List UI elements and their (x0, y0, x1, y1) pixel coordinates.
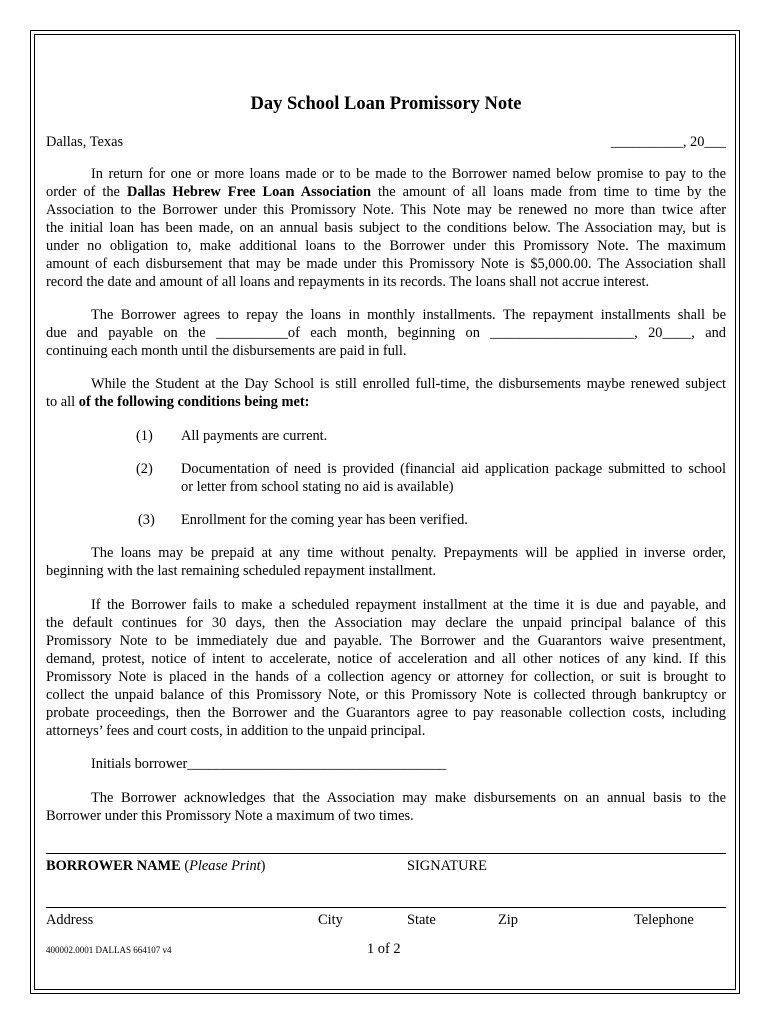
para5-line: attorneys’ fees and court costs, in addition to the unpaid principal. (46, 723, 426, 739)
condition-text: or letter from school stating no aid is available) (181, 479, 454, 495)
para1-line: record the date and amount of all loans and repayments in its records. The loans shall not accrue interest. (46, 274, 650, 290)
condition-number: (3) (138, 512, 155, 528)
para1-line: order of the Dallas Hebrew Free Loan Association the amount of all loans made from time to time by the (46, 184, 726, 200)
signature-rule[interactable] (46, 853, 726, 854)
para3-line: While the Student at the Day School is still enrolled full-time, the disbursements maybe renewed subject (91, 376, 726, 392)
initials-borrower-field[interactable]: Initials borrower____________________________________ (91, 756, 447, 772)
condition-number: (2) (136, 461, 153, 477)
document-id: 400002.0001 DALLAS 664107 v4 (46, 945, 172, 955)
condition-text: Enrollment for the coming year has been verified. (181, 512, 468, 528)
para1-line: Association to the Borrower under this Promissory Note. This Note may be renewed no more than twice after (46, 202, 726, 218)
para4-line: The loans may be prepaid at any time without penalty. Prepayments will be applied in inverse order, (91, 545, 726, 561)
para4-line: beginning with the last remaining scheduled repayment installment. (46, 563, 437, 579)
para5-line: the default continues for 30 days, then the Association may declare the unpaid principal balance of this (46, 615, 726, 631)
para5-line: Promissory Note is placed in the hands of a collection agency or attorney for collection, or suit is brought to (46, 669, 726, 685)
condition-number: (1) (136, 428, 153, 444)
para5-line: If the Borrower fails to make a scheduled repayment installment at the time it is due and payable, and (91, 597, 726, 613)
telephone-label: Telephone (634, 912, 694, 928)
state-label: State (407, 912, 436, 928)
address-rule[interactable] (46, 907, 726, 908)
para5-line: demand, protest, notice of intent to accelerate, notice of acceleration and all other notices of any kind. If this (46, 651, 726, 667)
para3-line: to all of the following conditions being met: (46, 394, 310, 410)
para1-line: under no obligation to, make additional loans to the Borrower under this Promissory Note. The maximum (46, 238, 726, 254)
para6-line: The Borrower acknowledges that the Association may make disbursements on an annual basis to the (91, 790, 726, 806)
document-title: Day School Loan Promissory Note (250, 94, 522, 114)
para5-line: Promissory Note to be immediately due and payable. The Borrower and the Guarantors waive presentment, (46, 633, 726, 649)
para2-line: continuing each month until the disbursements are paid in full. (46, 343, 407, 359)
para2-line: The Borrower agrees to repay the loans in monthly installments. The repayment installments shall be (91, 307, 726, 323)
borrower-name-label: BORROWER NAME (Please Print) (46, 858, 266, 874)
para5-line: collect the unpaid balance of this Promissory Note, or this Promissory Note is collected through bankruptcy or (46, 687, 726, 703)
para1-line: the initial loan has been made, on an annual basis subject to the conditions below. The Association may, but is (46, 220, 726, 236)
association-name: Dallas Hebrew Free Loan Association (126, 184, 372, 200)
page-number: 1 of 2 (367, 941, 401, 957)
signature-label: SIGNATURE (407, 858, 487, 874)
condition-text: All payments are current. (181, 428, 328, 444)
para1-line: In return for one or more loans made or to be made to the Borrower named below promise to pay to the (91, 166, 726, 182)
address-label: Address (46, 912, 94, 928)
condition-text: Documentation of need is provided (financial aid application package submitted to school (181, 461, 726, 477)
para5-line: probate proceedings, then the Borrower and the Guarantors agree to pay reasonable collection costs, including (46, 705, 726, 721)
para2-line: due and payable on the __________of each month, beginning on ____________________, 20____, and (46, 325, 726, 341)
zip-label: Zip (498, 912, 518, 928)
city-label: City (318, 912, 343, 928)
date-blank[interactable]: __________, 20___ (610, 134, 726, 150)
location: Dallas, Texas (46, 134, 124, 150)
para6-line: Borrower under this Promissory Note a maximum of two times. (46, 808, 414, 824)
para1-line: amount of each disbursement that may be made under this Promissory Note is $5,000.00. The Association shall (46, 256, 726, 272)
